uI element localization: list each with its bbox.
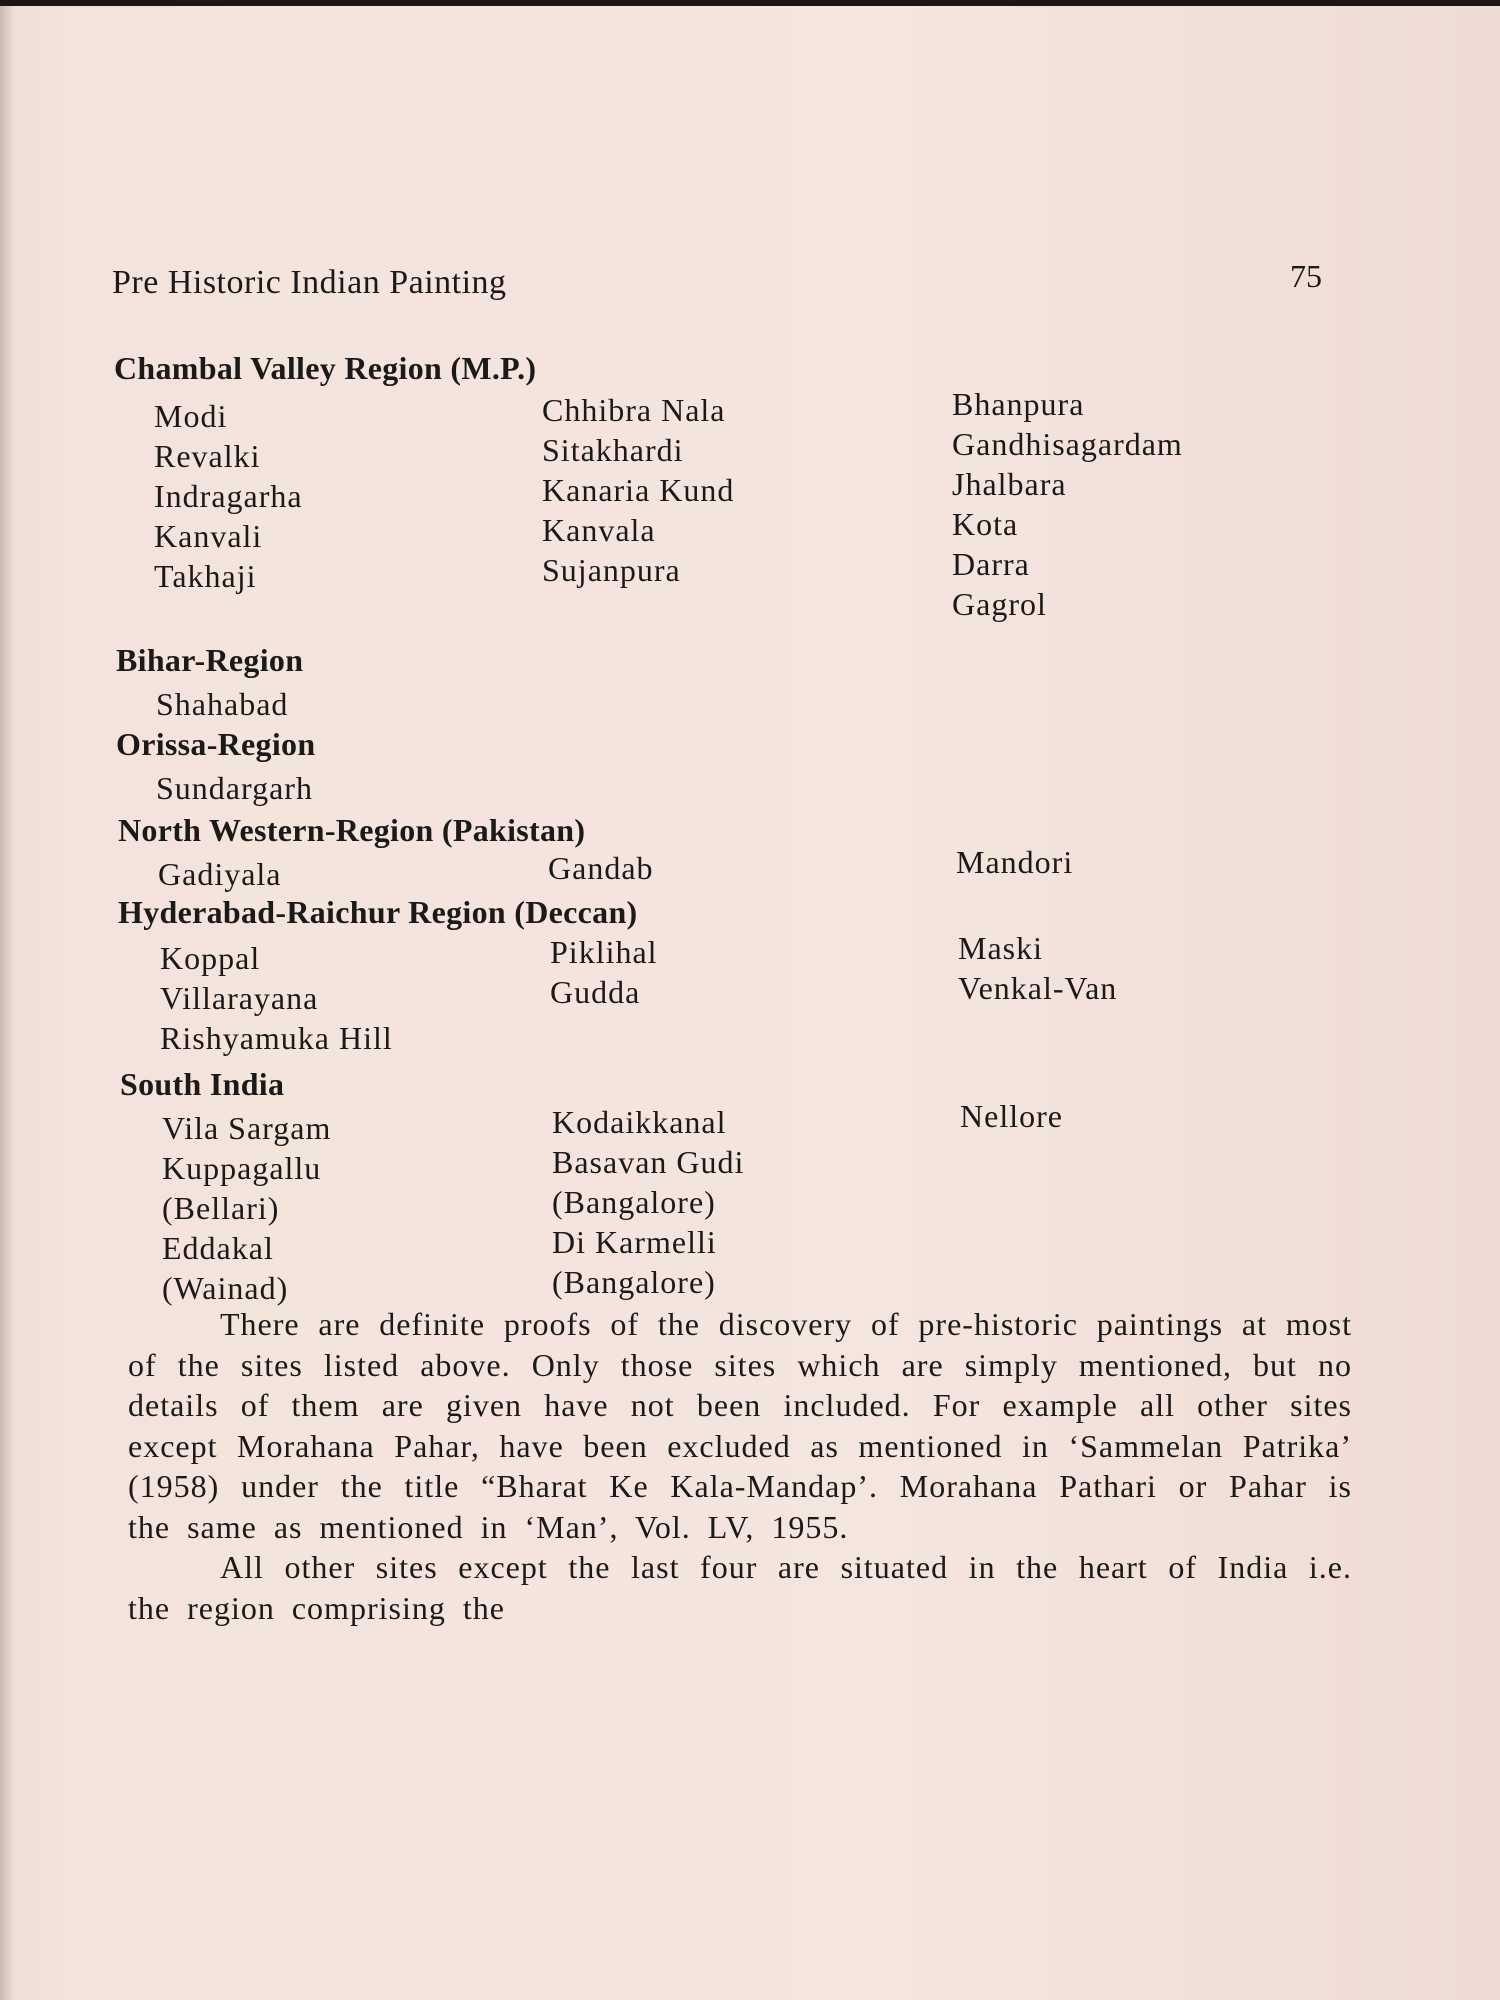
site-entry: Jhalbara — [952, 466, 1067, 502]
site-entry: Maski — [958, 930, 1043, 966]
site-entry: Gadiyala — [158, 856, 282, 892]
site-entry: Darra — [952, 546, 1030, 582]
body-text — [128, 1304, 1352, 1628]
region-heading-bihar: Bihar-Region — [116, 642, 304, 678]
site-entry: Gudda — [550, 974, 641, 1010]
site-entry: Kanaria Kund — [542, 472, 735, 508]
page-number: 75 — [1290, 258, 1322, 294]
site-entry: Basavan Gudi — [552, 1144, 745, 1180]
site-entry: Gandab — [548, 850, 654, 886]
site-entry: Eddakal — [162, 1230, 274, 1266]
site-entry: Kodaikkanal — [552, 1104, 727, 1140]
site-entry: Kuppagallu — [162, 1150, 322, 1186]
site-entry: Indragarha — [154, 478, 303, 514]
region-heading-northwest: North Western-Region (Pakistan) — [118, 812, 586, 848]
site-entry: (Wainad) — [162, 1270, 289, 1306]
paragraph: There are definite proofs of the discovery of pre-historic paintings at most of the sites listed above. Only those sites which are simply mentioned, but no details of them are given have not been included. For example all other sites except Morahana Pahar, have been excluded as mentioned in ‘Sammelan Patrika’ (1958) under the title “Bharat Ke Kala-Mandap’. Morahana Pathari or Pahar is the same as mentioned in ‘Man’, Vol. LV, 1955. — [128, 1306, 1352, 1545]
site-entry: (Bangalore) — [552, 1264, 716, 1300]
site-entry: Bhanpura — [952, 386, 1085, 422]
site-entry: Venkal-Van — [958, 970, 1118, 1006]
site-entry: Nellore — [960, 1098, 1063, 1134]
region-heading-orissa: Orissa-Region — [116, 726, 316, 762]
site-entry: Gagrol — [952, 586, 1047, 622]
site-entry: Kota — [952, 506, 1019, 542]
site-entry: Shahabad — [156, 686, 289, 722]
site-entry: Chhibra Nala — [542, 392, 726, 428]
site-entry: (Bangalore) — [552, 1184, 716, 1220]
site-entry: Sitakhardi — [542, 432, 684, 468]
site-entry: (Bellari) — [162, 1190, 280, 1226]
site-entry: Di Karmelli — [552, 1224, 717, 1260]
site-entry: Kanvali — [154, 518, 263, 554]
site-entry: Takhaji — [154, 558, 257, 594]
paragraph: All other sites except the last four are situated in the heart of India i.e. the region comprising the — [128, 1549, 1352, 1626]
region-heading-chambal: Chambal Valley Region (M.P.) — [114, 350, 537, 386]
region-heading-hyderabad: Hyderabad-Raichur Region (Deccan) — [118, 894, 638, 930]
site-entry: Rishyamuka Hill — [160, 1020, 393, 1056]
running-head: Pre Historic Indian Painting — [112, 264, 507, 301]
site-entry: Mandori — [956, 844, 1074, 880]
site-entry: Piklihal — [550, 934, 658, 970]
site-entry: Koppal — [160, 940, 261, 976]
site-entry: Sundargarh — [156, 770, 313, 806]
site-entry: Revalki — [154, 438, 261, 474]
site-entry: Kanvala — [542, 512, 656, 548]
site-entry: Gandhisagardam — [952, 426, 1183, 462]
site-entry: Sujanpura — [542, 552, 681, 588]
site-entry: Modi — [154, 398, 228, 434]
book-page — [0, 6, 1500, 2000]
region-heading-south: South India — [120, 1066, 285, 1102]
site-entry: Villarayana — [160, 980, 319, 1016]
site-entry: Vila Sargam — [162, 1110, 332, 1146]
